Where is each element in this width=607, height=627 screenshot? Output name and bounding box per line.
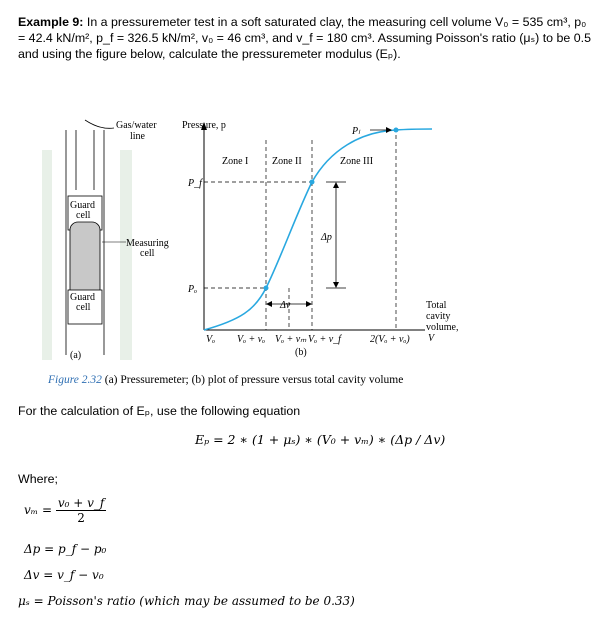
dv-arrow-left — [266, 301, 272, 307]
figure-a-label: (a) — [70, 350, 82, 361]
pressuremeter-figure — [40, 110, 460, 380]
dv-arrow-right — [306, 301, 312, 307]
dp-arrow-bottom — [333, 282, 339, 288]
vm-denominator: 2 — [77, 511, 85, 525]
vm-lhs: vₘ = — [24, 503, 53, 517]
x-tick-vo: Vₒ — [206, 334, 215, 345]
where-label: Where; — [18, 472, 58, 486]
x-axis-label-2: cavity — [426, 311, 451, 322]
dp-label: Δp — [321, 232, 332, 243]
dv-label: Δv — [280, 300, 291, 311]
poisson-definition: μₛ = Poisson's ratio (which may be assumed to be 0.33) — [18, 594, 355, 608]
po-label: Pₒ — [188, 284, 197, 295]
vm-definition — [24, 496, 106, 525]
pl-point — [394, 128, 399, 133]
gas-water-label-2: line — [130, 131, 145, 142]
x-tick-vo-plus-vm: Vₒ + vₘ — [275, 334, 307, 345]
x-axis-label-v: V — [428, 333, 435, 344]
pressure-volume-plot — [182, 120, 459, 358]
figure-b-label: (b) — [295, 347, 307, 358]
equation-intro: For the calculation of Eₚ, use the following equation — [18, 404, 301, 418]
figure-number: Figure 2.32 — [48, 374, 102, 386]
x-tick-2vo: 2(Vₒ + vₒ) — [370, 334, 410, 345]
pf-label: P_f — [188, 178, 202, 189]
figure-caption — [48, 374, 403, 386]
problem-statement — [18, 14, 593, 62]
guard-cell-bottom-label: Guard — [70, 292, 95, 303]
guard-cell-bottom-label-2: cell — [76, 302, 91, 313]
pressuremeter-sketch — [42, 120, 169, 361]
problem-label: Example 9: — [18, 15, 84, 29]
gas-water-label: Gas/water — [116, 120, 157, 131]
guard-cell-top-label: Guard — [70, 200, 95, 211]
zone1-label: Zone I — [222, 156, 249, 167]
pl-pointer-head — [386, 127, 392, 133]
x-tick-vo-plus-vo: Vₒ + vₒ — [237, 334, 266, 345]
po-point — [264, 286, 269, 291]
dp-definition: Δp = p_f − p₀ — [24, 542, 107, 556]
zone3-label: Zone III — [340, 156, 374, 167]
vm-numerator: v₀ + v_f — [57, 496, 105, 510]
x-axis-label-3: volume, — [426, 322, 459, 333]
y-axis-label: Pressure, p — [182, 120, 226, 131]
guard-cell-top-label-2: cell — [76, 210, 91, 221]
vm-fraction — [56, 496, 107, 525]
tube-lines — [76, 130, 94, 190]
x-axis-label-1: Total — [426, 300, 447, 311]
measuring-cell-label-2: cell — [140, 248, 155, 259]
measuring-cell-label: Measuring — [126, 238, 169, 249]
dv-definition: Δv = v_f − v₀ — [24, 568, 104, 582]
soil-left — [42, 150, 52, 360]
pl-label: Pₗ — [352, 126, 360, 137]
soil-right — [120, 150, 132, 360]
x-tick-vo-plus-vf: Vₒ + v_f — [308, 334, 341, 345]
modulus-equation: Eₚ = 2 ∗ (1 + μₛ) ∗ (V₀ + vₘ) ∗ (Δp / Δv) — [195, 432, 446, 447]
zone2-label: Zone II — [272, 156, 302, 167]
gas-water-pointer — [85, 120, 114, 128]
pf-point — [310, 180, 315, 185]
problem-text: In a pressuremeter test in a soft saturated clay, the measuring cell volume V₀ = 535 cm³, p₀ = 42.4 kN/m², p_f = 326.5 kN/m², v₀ = 46 cm³, and v_f = 180 cm³. Assuming Poisson's ratio (μₛ) to be 0.5 and using the figure below, calculate the pressuremeter modulus (Eₚ). — [18, 15, 591, 61]
caption-text: (a) Pressuremeter; (b) plot of pressure versus total cavity volume — [101, 374, 404, 386]
dp-arrow-top — [333, 182, 339, 188]
